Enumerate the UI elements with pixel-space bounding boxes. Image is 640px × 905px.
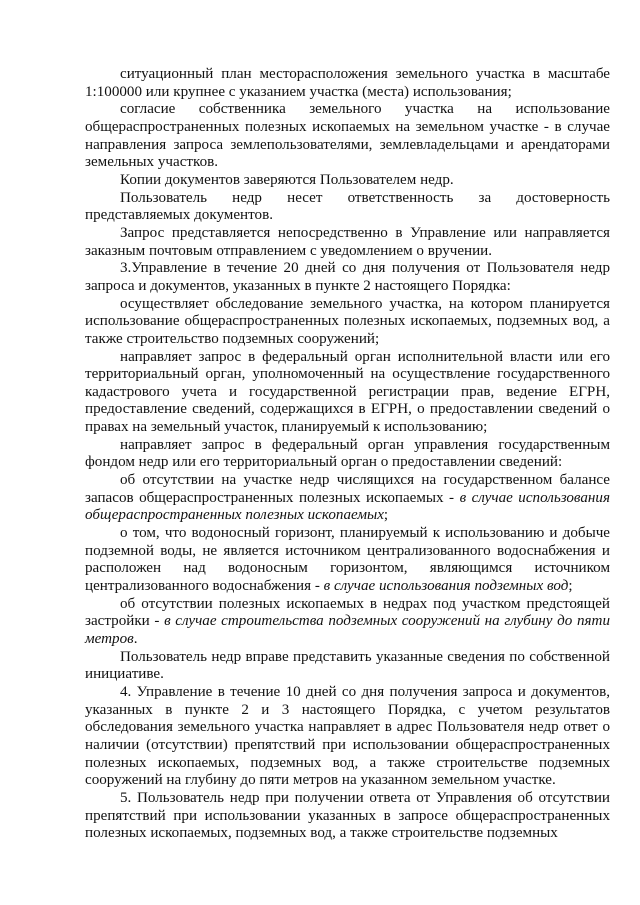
paragraph-egrn-request: направляет запрос в федеральный орган исполнительной власти или его территориальный орган, уполномоченный на осуществление государственного кадастрового учета и государственной регистрации прав, ведение ЕГРН, предоставление сведений, содержащихся в ЕГРН, о предоставлении сведений о правах на земельный участок, планируемый к использованию; (85, 348, 610, 436)
paragraph-site-survey: осуществляет обследование земельного участка, на котором планируется использование общераспространенных полезных ископаемых, подземных вод, а также строительство подземных сооружений; (85, 295, 610, 347)
paragraph-no-reserves: об отсутствии на участке недр числящихся на государственном балансе запасов общераспространенных полезных ископаемых - в случае использования общераспространенных полезных ископаемых; (85, 472, 610, 524)
paragraph-aquifer: о том, что водоносный горизонт, планируемый к использованию и добыче подземной воды, не является источником централизованного водоснабжения и расположен над водоносным горизонтом, являющимся источником централизованного водоснабжения - в случае использования подземных вод; (85, 525, 610, 595)
document-page (85, 66, 610, 843)
paragraph-own-initiative: Пользователь недр вправе представить указанные сведения по собственной инициативе. (85, 648, 610, 683)
italic-clause: в случае использования общераспространенных полезных ископаемых (85, 489, 610, 524)
paragraph-copies-certified: Копии документов заверяются Пользователем недр. (120, 171, 454, 188)
paragraph-item-5: 5. Пользователь недр при получении ответа от Управления об отсутствии препятствий при использовании указанных в запросе общераспространенных полезных ископаемых, подземных вод, а также строительстве подземных (85, 789, 610, 842)
italic-clause: в случае использования подземных вод (323, 578, 569, 595)
paragraph-no-minerals: об отсутствии полезных ископаемых в недрах под участком предстоящей застройки - в случае строительства подземных сооружений на глубину до пяти метров. (85, 595, 610, 647)
paragraph-item-3: 3.Управление в течение 20 дней со дня получения от Пользователя недр запроса и документов, указанных в пункте 2 настоящего Порядка: (85, 260, 610, 294)
paragraph-situational-plan: ситуационный план месторасположения земельного участка в масштабе 1:100000 или крупнее с указанием участка (места) использования; (85, 66, 610, 100)
paragraph-responsibility: Пользователь недр несет ответственность за достоверность представляемых документов. (85, 189, 610, 224)
paragraph-request-submission: Запрос представляется непосредственно в Управление или направляется заказным почтовым отправлением с уведомлением о вручении. (85, 224, 610, 259)
paragraph-item-4: 4. Управление в течение 10 дней со дня получения запроса и документов, указанных в пункте 2 и 3 настоящего Порядка, с учетом результатов обследования земельного участка направляет в адрес Пользователя недр ответ о наличии (отсутствии) препятствий при использовании общераспространенных полезных ископаемых, подземных вод, а также строительстве подземных сооружений на глубину до пяти метров на указанном земельном участке. (85, 683, 610, 789)
italic-clause: в случае строительства подземных сооружений на глубину до пяти метров (85, 613, 610, 647)
paragraph-subsoil-fund-request: направляет запрос в федеральный орган управления государственным фондом недр или его территориальный орган о предоставлении сведений: (85, 436, 610, 471)
paragraph-owner-consent: согласие собственника земельного участка на использование общераспространенных полезных ископаемых на земельном участке - в случае направления запроса землепользователями, землевладельцами и арендаторами земельных участков. (85, 101, 610, 171)
